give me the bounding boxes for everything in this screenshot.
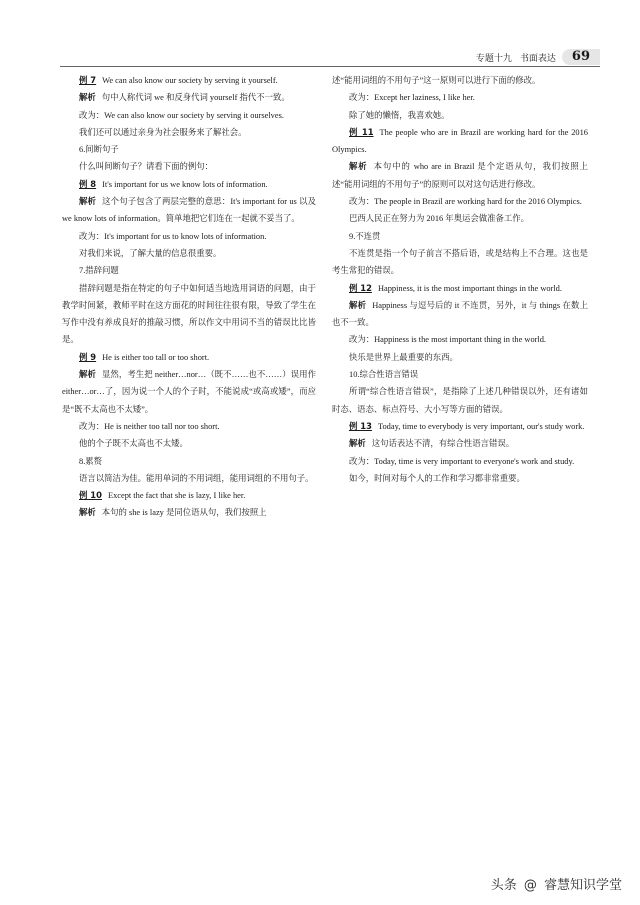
text-paragraph: [332, 470, 588, 487]
analysis-label: 解析: [79, 196, 97, 207]
text-paragraph: [332, 383, 588, 418]
header-divider: [60, 66, 600, 67]
paragraph-text: 对我们来说，了解大量的信息很重要。: [79, 248, 222, 258]
text-paragraph: [332, 89, 588, 106]
paragraph-text: Happiness, it is the most important things in the world.: [377, 283, 562, 293]
analysis-paragraph: [332, 297, 588, 332]
text-paragraph: [62, 453, 316, 470]
right-column: [332, 72, 588, 487]
text-paragraph: [62, 141, 316, 158]
paragraph-text: 句中人称代词 we 和反身代词 yourself 指代不一致。: [101, 93, 290, 103]
example-paragraph: [332, 418, 588, 435]
analysis-paragraph: [332, 435, 588, 452]
paragraph-text: 10.综合性语言错误: [349, 370, 419, 380]
watermark-account: 睿慧知识学堂: [543, 878, 622, 893]
example-label: 例 7: [79, 75, 97, 85]
left-column: [62, 72, 316, 522]
text-paragraph: [62, 470, 316, 487]
example-label: 例 8: [79, 178, 97, 189]
example-label: 例 11: [349, 126, 374, 137]
header-title: 书面表达: [519, 53, 556, 64]
paragraph-text: 他的个子既不太高也不太矮。: [79, 439, 188, 449]
text-paragraph: [62, 245, 316, 262]
text-paragraph: [62, 280, 316, 349]
text-paragraph: [62, 262, 316, 279]
paragraph-text: 如今，时间对每个人的工作和学习都非常重要。: [349, 473, 525, 483]
text-paragraph: [332, 349, 588, 366]
text-paragraph: [332, 453, 588, 470]
watermark-prefix: 头条: [490, 878, 517, 893]
paragraph-text: We can also know our society by serving it yourself.: [102, 76, 278, 85]
paragraph-text: 快乐是世界上最重要的东西。: [349, 352, 458, 362]
paragraph-text: 9.不连贯: [349, 231, 381, 241]
paragraph-text: 6.间断句子: [79, 145, 119, 155]
text-paragraph: [62, 124, 316, 141]
text-paragraph: [62, 107, 316, 124]
watermark: [491, 874, 622, 893]
paragraph-text: 这个句子包含了两层完整的意思：It's important for us 以及 we know lots of information。简单地把它们连在一起就不妥当了。: [62, 197, 316, 224]
paragraph-text: Today, time to everybody is very important, our's study work.: [377, 421, 585, 431]
paragraph-text: 改为：The people in Brazil are working hard for the 2016 Olympics.: [349, 197, 582, 207]
analysis-paragraph: [62, 504, 316, 521]
paragraph-text: The people who are in Brazil are working hard for the 2016 Olympics.: [332, 127, 588, 155]
paragraph-text: 改为：We can also know our society by serving it ourselves.: [79, 110, 284, 120]
text-paragraph: [62, 228, 316, 245]
example-paragraph: [332, 280, 588, 297]
text-paragraph: [62, 435, 316, 452]
example-label: 例 10: [79, 490, 102, 501]
analysis-paragraph: [62, 366, 316, 418]
analysis-label: 解析: [79, 369, 96, 380]
example-paragraph: [62, 176, 316, 193]
paragraph-text: Except the fact that she is lazy, I like her.: [107, 491, 246, 501]
text-paragraph: [332, 228, 588, 245]
example-label: 例 13: [349, 420, 372, 431]
analysis-label: 解析: [349, 438, 366, 449]
paragraph-text: 8.累赘: [79, 456, 103, 466]
text-paragraph: [332, 366, 588, 383]
paragraph-text: It's important for us we know lots of information.: [102, 179, 268, 189]
text-paragraph: [62, 158, 316, 175]
analysis-paragraph: [332, 158, 588, 193]
text-paragraph: [62, 418, 316, 435]
paragraph-text: 显然，考生把 neither…nor…（既不……也不……）误用作 either…or…了，因为说一个人的个子时，不能说成“或高或矮”，而应是“既不太高也不太矮”。: [62, 370, 316, 414]
analysis-paragraph: [62, 89, 316, 106]
paragraph-text: Happiness 与逗号后的 it 不连贯，另外，it 与 things 在数上也不一致。: [332, 300, 588, 328]
paragraph-text: 语言以简洁为佳。能用单词的不用词组，能用词组的不用句子。: [79, 473, 314, 483]
example-paragraph: [62, 487, 316, 504]
paragraph-text: 我们还可以通过亲身为社会服务来了解社会。: [79, 127, 247, 137]
paragraph-text: He is either too tall or too short.: [102, 352, 210, 362]
header-section: 专题十九: [475, 53, 512, 64]
paragraph-text: 本句中的 who are in Brazil 是个定语从句，我们按照上述“能用词组的不用句子”的原则可以对这句话进行修改。: [332, 162, 589, 189]
paragraph-text: 本句的 she is lazy 是同位语从句，我们按照上: [101, 508, 267, 518]
example-paragraph: [62, 72, 316, 89]
text-paragraph: [332, 107, 588, 124]
paragraph-text: 这句话表达不清，有综合性语言错误。: [371, 439, 515, 449]
text-paragraph: [332, 331, 588, 348]
paragraph-text: 改为：Except her laziness, I like her.: [349, 93, 475, 103]
analysis-paragraph: [62, 193, 316, 228]
text-paragraph: [332, 72, 588, 89]
example-label: 例 9: [79, 351, 97, 362]
paragraph-text: 不连贯是指一个句子前言不搭后语，或是结构上不合理。这也是考生常犯的错误。: [332, 248, 588, 276]
analysis-label: 解析: [79, 92, 96, 103]
text-paragraph: [332, 193, 588, 210]
example-paragraph: [62, 349, 316, 366]
paragraph-text: 7.措辞问题: [79, 266, 119, 276]
watermark-at: @: [523, 878, 537, 893]
example-label: 例 12: [349, 282, 372, 293]
paragraph-text: 改为：It's important for us to know lots of information.: [79, 231, 267, 241]
paragraph-text: 什么叫间断句子？请看下面的例句：: [79, 162, 213, 172]
paragraph-text: 巴西人民正在努力为 2016 年奥运会做准备工作。: [349, 214, 530, 224]
paragraph-text: 除了她的懒惰，我喜欢她。: [349, 110, 450, 120]
analysis-label: 解析: [349, 299, 367, 310]
analysis-label: 解析: [79, 507, 96, 518]
paragraph-text: 改为：Happiness is the most important thing in the world.: [349, 335, 547, 345]
paragraph-text: 改为：Today, time is very important to everyone's work and study.: [349, 456, 575, 466]
paragraph-text: 措辞问题是指在特定的句子中如何适当地选用词语的问题，由于教学时间紧，教师平时在这方面花的时间往往很有限，导致了学生在写作中没有养成良好的推敲习惯，所以作文中用词不当的错误比比皆是。: [62, 283, 316, 345]
analysis-label: 解析: [349, 161, 368, 172]
text-paragraph: [332, 245, 588, 280]
page-header: [476, 48, 600, 66]
text-paragraph: [332, 210, 588, 227]
paragraph-text: 所谓“综合性语言错误”，是指除了上述几种错误以外，还有诸如时态、语态、标点符号、大小写等方面的错误。: [332, 387, 588, 414]
page-number: 69: [562, 49, 600, 65]
paragraph-text: 改为：He is neither too tall nor too short.: [79, 421, 220, 431]
paragraph-text: 述“能用词组的不用句子”这一原则可以进行下面的修改。: [332, 76, 541, 85]
example-paragraph: [332, 124, 588, 159]
